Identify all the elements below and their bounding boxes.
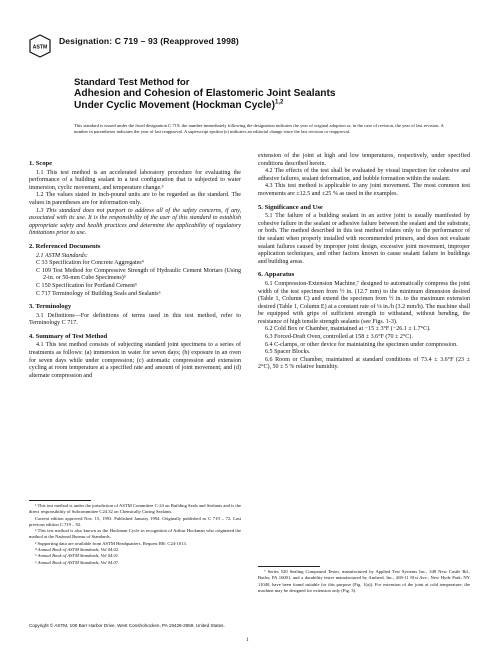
section-heading-apparatus: 6. Apparatus <box>258 271 295 279</box>
paragraph-1-2: 1.2 The values stated in inch-pound units are to be regarded as the standard. The values in parentheses are for information only. <box>29 192 241 206</box>
paragraph-6-5: 6.5 Spacer Blocks. <box>265 349 311 356</box>
issue-note: This standard is issued under the fixed designation C 719; the number immediately following the designation indicates the year of original adoption or, in the case of revision, the year of last revision. A number in parentheses indicates the year of last reapproval. A superscript epsilon (ε) indicates an editorial change since the last revision or reapproval. <box>74 123 444 135</box>
paragraph-6-3: 6.3 Forced-Draft Oven, controlled at 158 ± 3.6°F (70 ± 2°C). <box>265 334 413 341</box>
paragraph-3-1: 3.1 Definitions—For definitions of terms used in this test method, refer to Terminology C 717. <box>29 312 241 327</box>
footnotes-left <box>29 503 241 566</box>
footnote-3: ³ Supporting data are available from ASTM Headquarters. Request RR: C24-1013. <box>35 540 187 546</box>
designation: Designation: C 719 – 93 (Reapproved 1998) <box>59 36 239 46</box>
title-line-3-text: Under Cyclic Movement (Hockman Cycle) <box>74 99 275 111</box>
paragraph-4-3: 4.3 This test method is applicable to any joint movement. The most common test movements are ±12.5 and ±25 % as used in the examples. <box>258 183 470 197</box>
section-heading-terminology: 3. Terminology <box>29 303 72 311</box>
paragraph-4-1-cont: extension of the joint at high and low temperatures, respectively, under specified conditions described herein. <box>258 153 470 167</box>
title-line-1: Standard Test Method for <box>74 77 190 88</box>
footnote-1-edition: Current edition approved Nov. 15, 1993. Published January 1994. Originally published as C 719 – 72. Last previous edition C 719 – 92. <box>29 515 241 527</box>
reference-c33: C 33 Specification for Concrete Aggregates⁴ <box>36 260 144 267</box>
footnote-4: ⁴ Annual Book of ASTM Standards, Vol 04.02. <box>35 547 120 553</box>
footnote-divider-right <box>258 566 320 567</box>
paragraph-5-1: 5.1 The failure of a building sealant in an active joint is usually manifested by cohesive failure in the sealant or adhesive failure between the sealant and the substrate, or both. The method described in this test method relates only to the performance of the sealant when properly installed with recommended primers, and does not evaluate sealant failures caused by improper joint design, excessive joint movement, improper application techniques, and other factors known to cause sealant failure in buildings and building areas. <box>258 213 470 265</box>
paragraph-4-2: 4.2 The effects of the test shall be evaluated by visual inspection for cohesive and adhesive failures, sealant deformation, and bubble formation within the sealant. <box>258 168 470 182</box>
section-heading-referenced-documents: 2. Referenced Documents <box>29 242 101 250</box>
footnote-1: ¹ This test method is under the jurisdiction of ASTM Committee C-24 on Building Seals and Sealants and is the direct responsibility of Subcommittee C24.32 on Chemically Curing Sealants. <box>29 503 241 515</box>
title-line-3 <box>74 100 404 112</box>
document-title <box>74 77 404 111</box>
title-line-2: Adhesion and Cohesion of Elastomeric Joint Sealants <box>74 88 336 99</box>
paragraph-6-2: 6.2 Cold Box or Chamber, maintained at −15 ± 3°F (−26.1 ± 1.7°C). <box>265 326 431 333</box>
astm-logo-icon <box>29 34 51 58</box>
paragraph-6-4: 6.4 C-clamps, or other device for maintaining the specimen under compression. <box>265 341 458 348</box>
footnote-divider <box>29 500 91 501</box>
paragraph-1-1: 1.1 This test method is an accelerated laboratory procedure for evaluating the performance of a building sealant in a test configuration that is subjected to water immersion, cyclic movement, and temperature change.³ <box>29 169 241 191</box>
paragraph-2-1: 2.1 ASTM Standards: <box>36 252 88 259</box>
paragraph-6-6: 6.6 Room or Chamber, maintained at standard conditions of 73.4 ± 3.6°F (23 ± 2°C), 50 ± 5 % relative humidity. <box>258 356 470 371</box>
page-number: 1 <box>246 637 249 643</box>
footnote-5: ⁵ Annual Book of ASTM Standards, Vol 04.01. <box>35 553 120 559</box>
paragraph-6-1: 6.1 Compression-Extension Machine,⁷ designed to automatically compress the joint width of the test specimen from ½ in. (12.7 mm) to the minimum dimension desired (Table 1, Column C) and extend the specimen from ½ in. to the maximum extension desired (Table 1, Column E) at a constant rate of ⅛ in./h (3.2 mm/h). The machine shall be equipped with grips of sufficient strength to withstand, without bending, the resistance of high tensile strength sealants (see Figs. 1-3). <box>258 280 470 325</box>
left-column <box>29 155 241 380</box>
footnotes-right <box>258 569 470 594</box>
reference-c717: C 717 Terminology of Building Seals and Sealants⁶ <box>36 290 161 297</box>
copyright-notice: Copyright © ASTM, 100 Barr Harbor Drive, West Conshohocken, PA 19428-2959, United States. <box>29 623 225 628</box>
section-heading-summary: 4. Summary of Test Method <box>29 332 108 340</box>
footnote-2: ² This test method is also known as the Hockman Cycle in recognition of Arthur Hockman who originated the method at the National Bureau of Standards. <box>29 528 241 540</box>
svg-text:ASTM: ASTM <box>32 44 48 51</box>
footnote-7: ⁷ Series 520 Sealing Compound Tester, manufactured by Applied Test Systems Inc., 348 New Castle Rd., Butler, PA 16001, and a durability tester manufactured by Amherd, Inc., 269-11 81st Ave., New Hyde Park, NY 11040, have been found suitable for this purpose (Fig. 1(a)). For extension of the joint at cold temperature, the machine may be designed for extension only (Fig. 3). <box>258 569 470 593</box>
paragraph-4-1: 4.1 This test method consists of subjecting standard joint specimens to a series of treatments as follows: (a) immersion in water for seven days; (b) exposure in an oven for seven days while under compression; (c) automatic compression and extension cycling at room temperature at a specified rate and amount of joint movement; and (d) alternate compression and <box>29 342 241 379</box>
section-heading-scope: 1. Scope <box>29 160 53 167</box>
footnote-6: ⁶ Annual Book of ASTM Standards, Vol 04.07. <box>35 559 120 565</box>
reference-c150: C 150 Specification for Portland Cement⁵ <box>36 282 138 289</box>
right-column <box>258 153 470 372</box>
reference-c109: C 109 Test Method for Compressive Strength of Hydraulic Cement Mortars (Using 2-in. or 50-mm Cube Specimens)⁵ <box>36 267 241 282</box>
section-heading-significance: 5. Significance and Use <box>258 203 323 211</box>
title-footnote-ref: 1,2 <box>274 99 284 106</box>
paragraph-1-3: 1.3 This standard does not purport to address all of the safety concerns, if any, associated with its use. It is the responsibility of the user of this standard to establish appropriate safety and health practices and determine the applicability of regulatory limitations prior to use. <box>29 207 241 237</box>
